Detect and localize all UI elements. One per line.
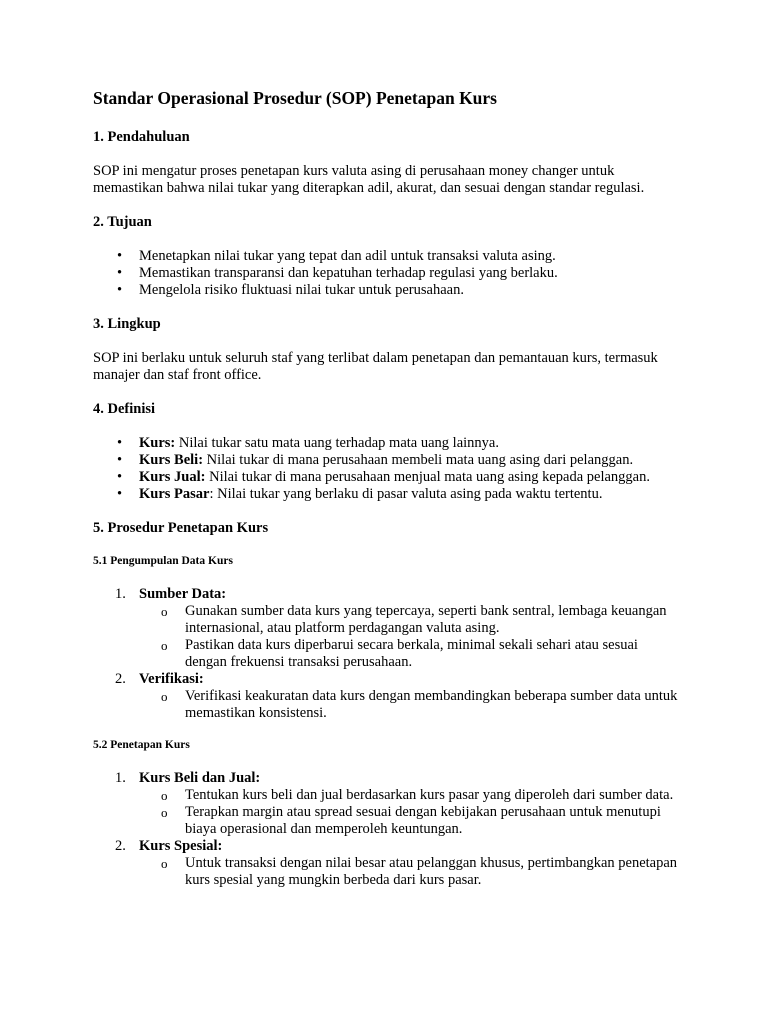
- sub-list-item: [139, 804, 683, 838]
- step-number: 1.: [115, 770, 126, 786]
- definition-item: [93, 452, 683, 469]
- section-heading-pendahuluan: 1. Pendahuluan: [93, 129, 190, 145]
- sub-list-item-text: Verifikasi keakuratan data kurs dengan membandingkan beberapa sumber data untuk memastikan konsistensi.: [185, 688, 678, 721]
- document-title: Standar Operasional Prosedur (SOP) Penetapan Kurs: [93, 88, 497, 108]
- bullet-icon: •: [117, 435, 123, 451]
- step-sublist: [139, 787, 683, 838]
- sub-list-item: [139, 603, 683, 637]
- step-number: 1.: [115, 586, 126, 602]
- section-heading-tujuan: 2. Tujuan: [93, 214, 152, 230]
- step-sublist: [139, 855, 683, 889]
- sub-list-item: [139, 787, 683, 804]
- sub-list-item-text: Untuk transaksi dengan nilai besar atau pelanggan khusus, pertimbangkan penetapan kurs spesial yang mungkin berbeda dari kurs pasar.: [185, 855, 678, 888]
- definition-desc: Nilai tukar di mana perusahaan membeli mata uang asing dari pelanggan.: [203, 452, 634, 468]
- step-item: [93, 586, 683, 671]
- bullet-icon: •: [117, 282, 123, 298]
- sub-list-item: [139, 855, 683, 889]
- section-heading-prosedur: 5. Prosedur Penetapan Kurs: [93, 520, 269, 536]
- circle-bullet-icon: o: [161, 856, 168, 871]
- list-item-text: Menetapkan nilai tukar yang tepat dan adil untuk transaksi valuta asing.: [139, 248, 556, 264]
- circle-bullet-icon: o: [161, 788, 168, 803]
- pengumpulan-steps: [93, 586, 683, 722]
- list-item: [93, 248, 683, 265]
- subsection-heading-pengumpulan: 5.1 Pengumpulan Data Kurs: [93, 555, 233, 567]
- step-label: Kurs Spesial:: [139, 838, 223, 854]
- definition-desc: Nilai tukar satu mata uang terhadap mata uang lainnya.: [175, 435, 499, 451]
- step-item: [93, 671, 683, 722]
- section-heading-lingkup: 3. Lingkup: [93, 316, 161, 332]
- bullet-icon: •: [117, 265, 123, 281]
- step-label: Kurs Beli dan Jual:: [139, 770, 261, 786]
- bullet-icon: •: [117, 452, 123, 468]
- penetapan-steps: [93, 770, 683, 889]
- bullet-icon: •: [117, 248, 123, 264]
- circle-bullet-icon: o: [161, 689, 168, 704]
- list-item: [93, 265, 683, 282]
- sub-list-item-text: Tentukan kurs beli dan jual berdasarkan kurs pasar yang diperoleh dari sumber data.: [185, 787, 674, 803]
- document-page: [93, 88, 683, 905]
- list-item: [93, 282, 683, 299]
- subsection-heading-penetapan: 5.2 Penetapan Kurs: [93, 739, 190, 751]
- section-text-lingkup: SOP ini berlaku untuk seluruh staf yang terlibat dalam penetapan dan pemantauan kurs, termasuk manajer dan staf front office.: [93, 350, 658, 383]
- definisi-list: [93, 435, 683, 503]
- section-heading-definisi: 4. Definisi: [93, 401, 156, 417]
- step-number: 2.: [115, 671, 126, 687]
- tujuan-list: [93, 248, 683, 299]
- sub-list-item: [139, 688, 683, 722]
- list-item-text: Mengelola risiko fluktuasi nilai tukar untuk perusahaan.: [139, 282, 464, 298]
- definition-term: Kurs:: [139, 435, 176, 451]
- step-label: Sumber Data:: [139, 586, 227, 602]
- section-text-pendahuluan: SOP ini mengatur proses penetapan kurs valuta asing di perusahaan money changer untuk memastikan bahwa nilai tukar yang diterapkan adil, akurat, dan sesuai dengan standar regulasi.: [93, 163, 645, 196]
- step-label: Verifikasi:: [139, 671, 204, 687]
- step-number: 2.: [115, 838, 126, 854]
- step-item: [93, 770, 683, 838]
- sub-list-item-text: Gunakan sumber data kurs yang tepercaya, seperti bank sentral, lembaga keuangan internasional, atau platform perdagangan valuta asing.: [185, 603, 667, 636]
- definition-desc: : Nilai tukar yang berlaku di pasar valuta asing pada waktu tertentu.: [209, 486, 603, 502]
- definition-item: [93, 435, 683, 452]
- sub-list-item-text: Pastikan data kurs diperbarui secara berkala, minimal sekali sehari atau sesuai dengan frekuensi transaksi perusahaan.: [185, 637, 638, 670]
- definition-term: Kurs Beli:: [139, 452, 204, 468]
- definition-desc: Nilai tukar di mana perusahaan menjual mata uang asing kepada pelanggan.: [205, 469, 650, 485]
- circle-bullet-icon: o: [161, 604, 168, 619]
- bullet-icon: •: [117, 469, 123, 485]
- definition-term: Kurs Pasar: [139, 486, 210, 502]
- step-sublist: [139, 688, 683, 722]
- sub-list-item-text: Terapkan margin atau spread sesuai dengan kebijakan perusahaan untuk menutupi biaya operasional dan memperoleh keuntungan.: [185, 804, 661, 837]
- step-item: [93, 838, 683, 889]
- definition-item: [93, 469, 683, 486]
- list-item-text: Memastikan transparansi dan kepatuhan terhadap regulasi yang berlaku.: [139, 265, 558, 281]
- definition-item: [93, 486, 683, 503]
- bullet-icon: •: [117, 486, 123, 502]
- sub-list-item: [139, 637, 683, 671]
- circle-bullet-icon: o: [161, 638, 168, 653]
- definition-term: Kurs Jual:: [139, 469, 206, 485]
- step-sublist: [139, 603, 683, 671]
- circle-bullet-icon: o: [161, 805, 168, 820]
